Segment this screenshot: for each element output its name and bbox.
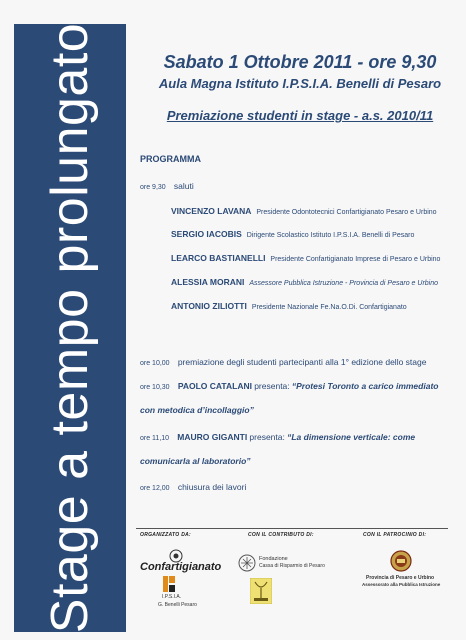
event-row-continued: [140, 456, 251, 466]
event-time: ore 12,00: [140, 485, 170, 492]
presenter-name: PAOLO CATALANI: [177, 381, 252, 391]
event-row-continued: [140, 405, 254, 415]
confartigianato-logo-text: Confartigianato: [140, 561, 222, 573]
event-title: Premiazione studenti in stage - a.s. 2010/11: [166, 108, 434, 123]
speaker-name: ANTONIO ZILIOTTI: [171, 301, 247, 311]
speaker-row: [171, 253, 440, 263]
saluti-row: [140, 181, 194, 191]
event-row: [140, 432, 415, 442]
fondazione-logo-icon: [237, 553, 257, 573]
fondazione-name-2: Cassa di Risparmio di Pesaro: [259, 563, 325, 569]
fondazione-name: Fondazione: [259, 556, 288, 562]
ipsia-city: G. Benelli Pesaro: [158, 602, 197, 608]
event-date: Sabato 1 Ottobre 2011 - ore 9,30: [163, 52, 437, 72]
speaker-role: Presidente Odontotecnici Confartigianato Pesaro e Urbino: [256, 209, 437, 216]
speaker-row: [171, 277, 438, 287]
speaker-row: [171, 301, 407, 311]
ipsia-name: I.P.S.I.A.: [162, 594, 182, 600]
speaker-name: LEARCO BASTIANELLI: [171, 253, 266, 263]
provincia-dept: Assessorato alla Pubblica Istruzione: [362, 582, 441, 587]
speaker-name: SERGIO IACOBIS: [171, 229, 242, 239]
event-text: premiazione degli studenti partecipanti alla 1° edizione dello stage: [177, 357, 427, 367]
event-row: [140, 482, 246, 492]
emblem-icon: [250, 578, 272, 604]
presentation-title: “La dimensione verticale: come: [287, 432, 416, 442]
ipsia-logo-icon: [163, 576, 175, 592]
presenter-name: MAURO GIGANTI: [177, 432, 248, 442]
event-row: [140, 357, 426, 367]
speaker-name: ALESSIA MORANI: [171, 277, 245, 287]
speaker-row: [171, 206, 437, 216]
speaker-role: Presidente Nazionale Fe.Na.O.Di. Confartigianato: [251, 304, 407, 311]
event-row: [140, 381, 438, 391]
patrocinio-label: CON IL PATROCINIO DI:: [363, 532, 427, 538]
footer-divider: [136, 528, 448, 529]
event-time: ore 10,30: [140, 384, 170, 391]
saluti-time: ore 9,30: [140, 184, 166, 191]
presenter-verb: presenta:: [249, 432, 285, 442]
event-time: ore 10,00: [140, 360, 170, 367]
speaker-name: VINCENZO LAVANA: [171, 206, 252, 216]
programma-heading: PROGRAMMA: [140, 154, 201, 164]
speaker-role: Dirigente Scolastico Istituto I.P.S.I.A. Benelli di Pesaro: [246, 232, 415, 239]
band-title: Stage a tempo prolungato: [41, 22, 99, 634]
provincia-name: Provincia di Pesaro e Urbino: [366, 575, 435, 581]
speaker-role: Assessore Pubblica Istruzione - Provincia di Pesaro e Urbino: [249, 280, 439, 287]
event-time: ore 11,10: [140, 435, 170, 442]
presentation-title-cont: con metodica d’incollaggio”: [140, 405, 254, 415]
presentation-title: “Protesi Toronto a carico immediato: [291, 381, 439, 391]
event-venue: Aula Magna Istituto I.P.S.I.A. Benelli di Pesaro: [158, 76, 442, 91]
saluti-text: saluti: [173, 181, 194, 191]
speaker-row: [171, 229, 414, 239]
provincia-seal-icon: [390, 550, 412, 572]
contributo-label: CON IL CONTRIBUTO DI:: [248, 532, 314, 538]
speaker-role: Presidente Confartigianato Imprese di Pesaro e Urbino: [270, 256, 441, 263]
presentation-title-cont: comunicarla al laboratorio”: [140, 456, 251, 466]
organizzato-label: ORGANIZZATO DA:: [140, 532, 191, 538]
presenter-verb: presenta:: [254, 381, 290, 391]
event-text: chiusura dei lavori: [177, 482, 247, 492]
